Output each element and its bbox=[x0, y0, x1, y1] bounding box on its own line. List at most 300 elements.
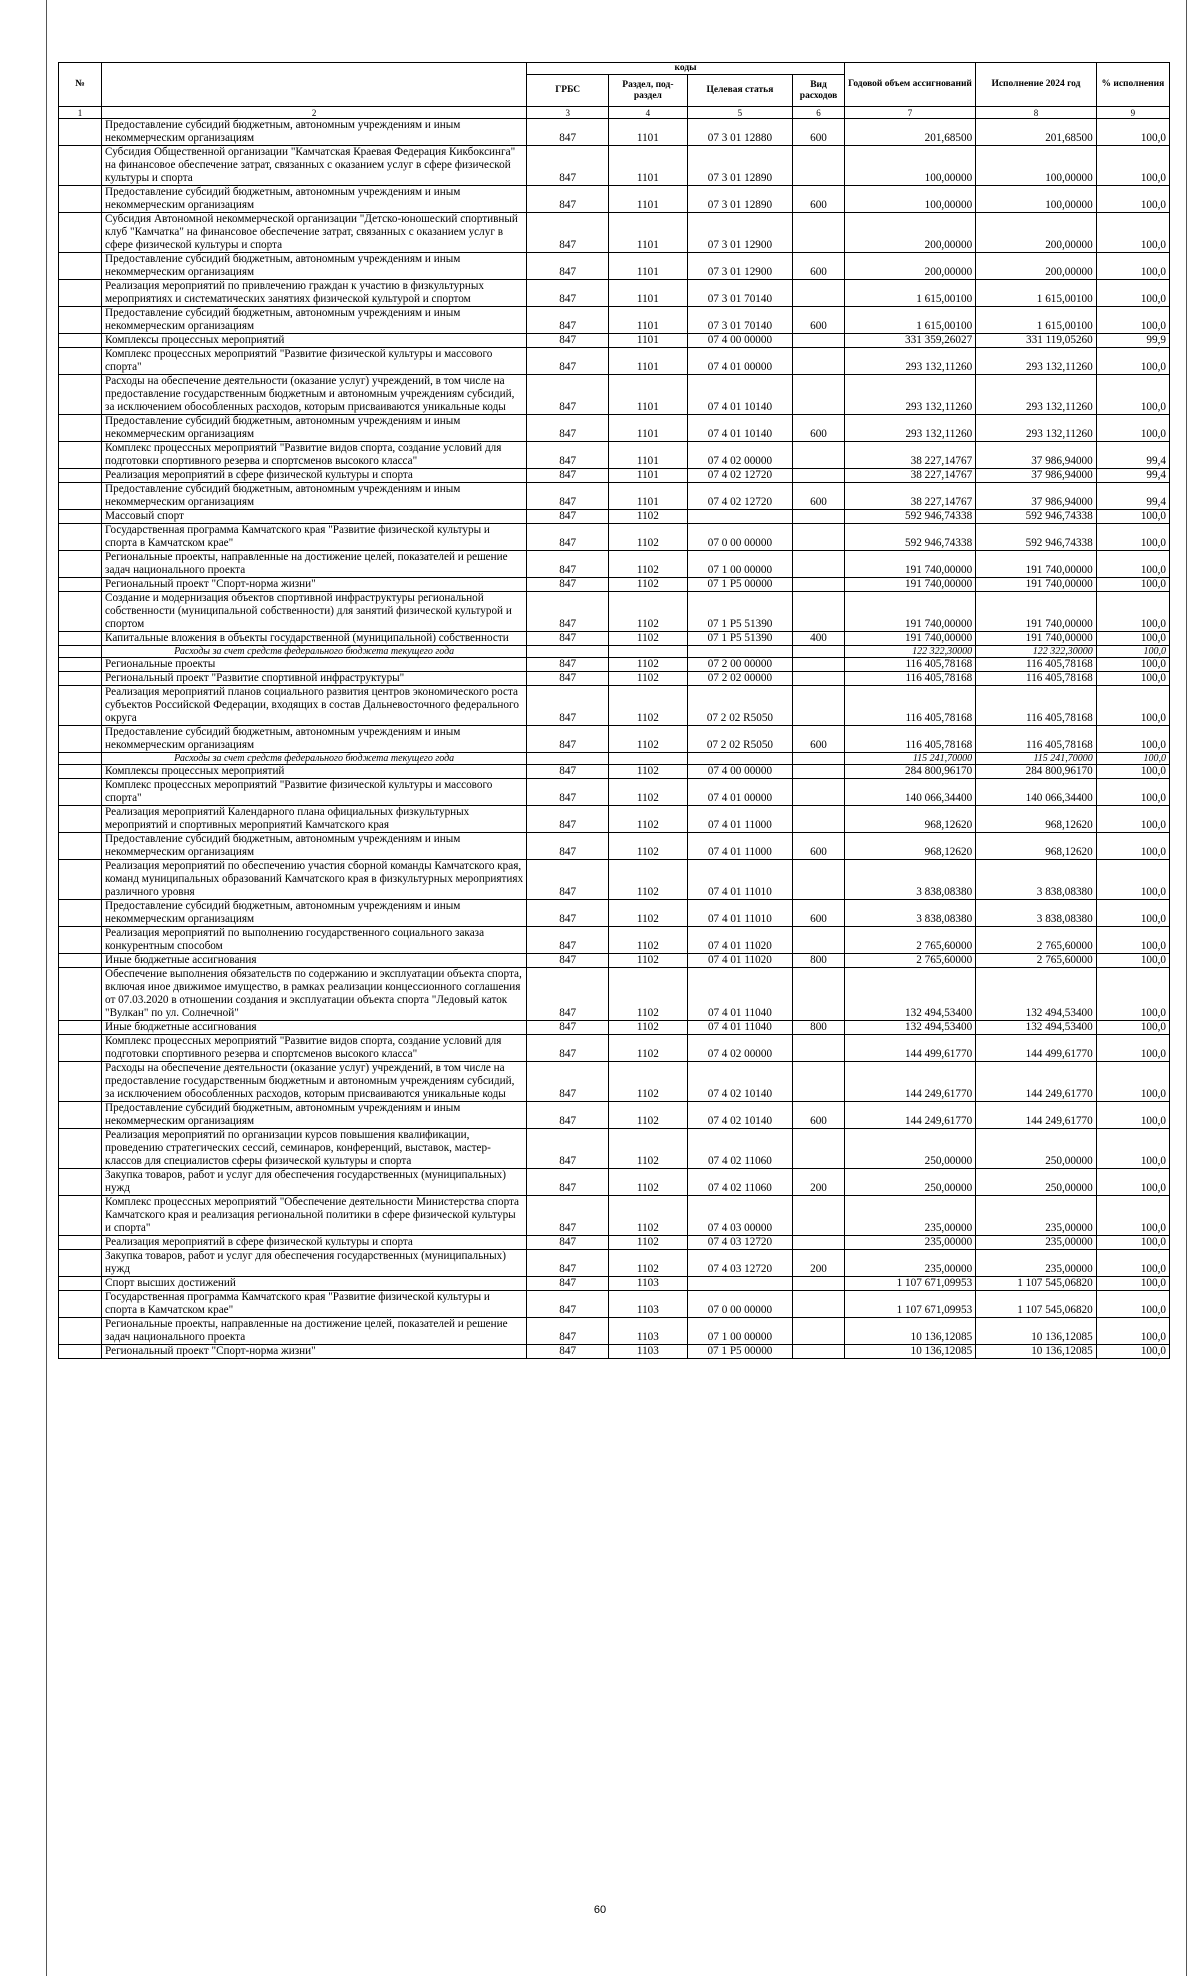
row-section-cell: 1102 bbox=[609, 1129, 688, 1169]
row-grbs-cell: 847 bbox=[527, 483, 609, 510]
row-pct-cell: 100,0 bbox=[1096, 1291, 1169, 1318]
row-pct-cell: 100,0 bbox=[1096, 1250, 1169, 1277]
table-row bbox=[59, 469, 1170, 483]
row-exec-cell: 592 946,74338 bbox=[976, 510, 1097, 524]
row-section-cell bbox=[609, 753, 688, 765]
row-target-cell: 07 4 01 00000 bbox=[687, 779, 793, 806]
row-pct-cell: 100,0 bbox=[1096, 213, 1169, 253]
table-row bbox=[59, 658, 1170, 672]
row-exec-cell: 37 986,94000 bbox=[976, 442, 1097, 469]
row-pct-cell: 99,4 bbox=[1096, 442, 1169, 469]
column-index-row bbox=[59, 107, 1170, 119]
table-row bbox=[59, 213, 1170, 253]
row-target-cell: 07 1 P5 51390 bbox=[687, 632, 793, 646]
row-no-cell bbox=[59, 119, 102, 146]
row-annual-cell: 100,00000 bbox=[844, 146, 975, 186]
row-exec-cell: 293 132,11260 bbox=[976, 375, 1097, 415]
row-name-cell: Субсидия Автономной некоммерческой организации "Детско-юношеский спортивный клуб "Камчатка" на финансовое обеспечение затрат, связанных с оказанием услуг в сфере физической культуры и спорта bbox=[102, 213, 527, 253]
row-kind-cell bbox=[793, 1062, 845, 1102]
row-kind-cell bbox=[793, 213, 845, 253]
row-target-cell: 07 4 01 11040 bbox=[687, 1021, 793, 1035]
row-kind-cell: 600 bbox=[793, 726, 845, 753]
row-name-cell: Реализация мероприятий по выполнению государственного социального заказа конкурентным способом bbox=[102, 927, 527, 954]
row-kind-cell bbox=[793, 860, 845, 900]
row-grbs-cell: 847 bbox=[527, 578, 609, 592]
row-exec-cell: 116 405,78168 bbox=[976, 672, 1097, 686]
row-pct-cell: 100,0 bbox=[1096, 806, 1169, 833]
row-kind-cell: 800 bbox=[793, 1021, 845, 1035]
row-pct-cell: 100,0 bbox=[1096, 753, 1169, 765]
row-grbs-cell: 847 bbox=[527, 348, 609, 375]
row-no-cell bbox=[59, 1129, 102, 1169]
table-row bbox=[59, 672, 1170, 686]
row-grbs-cell bbox=[527, 753, 609, 765]
row-grbs-cell: 847 bbox=[527, 1236, 609, 1250]
row-name-cell: Реализация мероприятий в сфере физической культуры и спорта bbox=[102, 469, 527, 483]
row-kind-cell bbox=[793, 779, 845, 806]
row-name-cell: Региональные проекты, направленные на достижение целей, показателей и решение задач национального проекта bbox=[102, 1318, 527, 1345]
row-pct-cell: 100,0 bbox=[1096, 968, 1169, 1021]
row-target-cell: 07 2 00 00000 bbox=[687, 658, 793, 672]
row-grbs-cell: 847 bbox=[527, 833, 609, 860]
row-exec-cell: 191 740,00000 bbox=[976, 578, 1097, 592]
row-section-cell: 1101 bbox=[609, 375, 688, 415]
row-kind-cell bbox=[793, 146, 845, 186]
row-no-cell bbox=[59, 578, 102, 592]
row-kind-cell bbox=[793, 646, 845, 658]
row-no-cell bbox=[59, 900, 102, 927]
row-pct-cell: 100,0 bbox=[1096, 578, 1169, 592]
row-annual-cell: 293 132,11260 bbox=[844, 348, 975, 375]
row-exec-cell: 235,00000 bbox=[976, 1196, 1097, 1236]
row-target-cell: 07 1 P5 51390 bbox=[687, 592, 793, 632]
row-name-cell: Реализация мероприятий по привлечению граждан к участию в физкультурных мероприятиях и систематических занятиях физической культурой и спортом bbox=[102, 280, 527, 307]
row-target-cell bbox=[687, 753, 793, 765]
row-pct-cell: 100,0 bbox=[1096, 307, 1169, 334]
row-grbs-cell: 847 bbox=[527, 1021, 609, 1035]
row-no-cell bbox=[59, 1062, 102, 1102]
row-target-cell: 07 4 00 00000 bbox=[687, 765, 793, 779]
row-exec-cell: 100,00000 bbox=[976, 146, 1097, 186]
row-no-cell bbox=[59, 1236, 102, 1250]
row-exec-cell: 140 066,34400 bbox=[976, 779, 1097, 806]
row-grbs-cell: 847 bbox=[527, 1277, 609, 1291]
row-grbs-cell: 847 bbox=[527, 334, 609, 348]
row-name-cell: Комплекс процессных мероприятий "Развитие физической культуры и массового спорта" bbox=[102, 348, 527, 375]
row-annual-cell: 38 227,14767 bbox=[844, 469, 975, 483]
row-section-cell: 1101 bbox=[609, 307, 688, 334]
row-grbs-cell: 847 bbox=[527, 213, 609, 253]
row-exec-cell: 3 838,08380 bbox=[976, 900, 1097, 927]
row-name-cell: Предоставление субсидий бюджетным, автономным учреждениям и иным некоммерческим организациям bbox=[102, 726, 527, 753]
row-name-cell: Капитальные вложения в объекты государственной (муниципальной) собственности bbox=[102, 632, 527, 646]
row-target-cell: 07 4 02 12720 bbox=[687, 469, 793, 483]
row-annual-cell: 116 405,78168 bbox=[844, 658, 975, 672]
row-no-cell bbox=[59, 765, 102, 779]
row-no-cell bbox=[59, 483, 102, 510]
row-grbs-cell: 847 bbox=[527, 307, 609, 334]
row-no-cell bbox=[59, 686, 102, 726]
row-exec-cell: 37 986,94000 bbox=[976, 483, 1097, 510]
left-scan-edge bbox=[46, 0, 47, 1976]
row-section-cell: 1103 bbox=[609, 1345, 688, 1359]
row-grbs-cell: 847 bbox=[527, 1129, 609, 1169]
table-row bbox=[59, 280, 1170, 307]
row-target-cell bbox=[687, 1277, 793, 1291]
row-section-cell: 1102 bbox=[609, 524, 688, 551]
row-grbs-cell: 847 bbox=[527, 253, 609, 280]
row-exec-cell: 122 322,30000 bbox=[976, 646, 1097, 658]
row-no-cell bbox=[59, 954, 102, 968]
row-grbs-cell: 847 bbox=[527, 1250, 609, 1277]
row-kind-cell bbox=[793, 968, 845, 1021]
row-annual-cell: 284 800,96170 bbox=[844, 765, 975, 779]
row-annual-cell: 235,00000 bbox=[844, 1250, 975, 1277]
row-no-cell bbox=[59, 779, 102, 806]
row-kind-cell: 600 bbox=[793, 833, 845, 860]
row-exec-cell: 250,00000 bbox=[976, 1129, 1097, 1169]
row-grbs-cell: 847 bbox=[527, 1169, 609, 1196]
row-section-cell: 1102 bbox=[609, 510, 688, 524]
row-pct-cell: 100,0 bbox=[1096, 1345, 1169, 1359]
row-section-cell: 1102 bbox=[609, 779, 688, 806]
row-kind-cell bbox=[793, 442, 845, 469]
row-kind-cell bbox=[793, 592, 845, 632]
row-name-cell: Реализация мероприятий планов социального развития центров экономического роста субъектов Российской Федерации, входящих в состав Дальневосточного федерального округа bbox=[102, 686, 527, 726]
budget-execution-table bbox=[58, 62, 1170, 1359]
row-annual-cell: 122 322,30000 bbox=[844, 646, 975, 658]
table-row bbox=[59, 900, 1170, 927]
row-no-cell bbox=[59, 375, 102, 415]
col-header-exec: Исполнение 2024 год bbox=[976, 63, 1097, 107]
row-annual-cell: 10 136,12085 bbox=[844, 1345, 975, 1359]
row-no-cell bbox=[59, 524, 102, 551]
row-pct-cell: 100,0 bbox=[1096, 510, 1169, 524]
row-exec-cell: 191 740,00000 bbox=[976, 632, 1097, 646]
row-pct-cell: 100,0 bbox=[1096, 1035, 1169, 1062]
row-exec-cell: 968,12620 bbox=[976, 833, 1097, 860]
row-grbs-cell: 847 bbox=[527, 954, 609, 968]
row-pct-cell: 100,0 bbox=[1096, 900, 1169, 927]
row-pct-cell: 100,0 bbox=[1096, 253, 1169, 280]
row-name-cell: Предоставление субсидий бюджетным, автономным учреждениям и иным некоммерческим организациям bbox=[102, 186, 527, 213]
row-exec-cell: 200,00000 bbox=[976, 213, 1097, 253]
row-target-cell: 07 4 03 12720 bbox=[687, 1250, 793, 1277]
row-section-cell: 1101 bbox=[609, 334, 688, 348]
row-no-cell bbox=[59, 592, 102, 632]
row-no-cell bbox=[59, 860, 102, 900]
table-row bbox=[59, 1236, 1170, 1250]
row-kind-cell bbox=[793, 672, 845, 686]
row-kind-cell bbox=[793, 1035, 845, 1062]
row-section-cell: 1102 bbox=[609, 968, 688, 1021]
column-index: 9 bbox=[1096, 107, 1169, 119]
row-no-cell bbox=[59, 658, 102, 672]
row-exec-cell: 10 136,12085 bbox=[976, 1318, 1097, 1345]
row-target-cell: 07 4 01 11020 bbox=[687, 927, 793, 954]
row-pct-cell: 100,0 bbox=[1096, 658, 1169, 672]
row-section-cell: 1102 bbox=[609, 551, 688, 578]
row-kind-cell bbox=[793, 510, 845, 524]
table-row bbox=[59, 968, 1170, 1021]
row-name-cell: Создание и модернизация объектов спортивной инфраструктуры региональной собственности (муниципальной собственности) для занятий физической культурой и спортом bbox=[102, 592, 527, 632]
row-annual-cell: 191 740,00000 bbox=[844, 551, 975, 578]
row-exec-cell: 293 132,11260 bbox=[976, 415, 1097, 442]
row-name-cell: Предоставление субсидий бюджетным, автономным учреждениям и иным некоммерческим организациям bbox=[102, 307, 527, 334]
row-grbs-cell: 847 bbox=[527, 726, 609, 753]
row-no-cell bbox=[59, 726, 102, 753]
row-grbs-cell: 847 bbox=[527, 1196, 609, 1236]
row-name-cell: Расходы на обеспечение деятельности (оказание услуг) учреждений, в том числе на предоставление государственным бюджетным и автономным учреждениям субсидий, за исключением обособленных расходов, которым присваиваются уникальные коды bbox=[102, 1062, 527, 1102]
row-grbs-cell: 847 bbox=[527, 860, 609, 900]
row-grbs-cell: 847 bbox=[527, 146, 609, 186]
row-grbs-cell: 847 bbox=[527, 551, 609, 578]
row-name-cell: Предоставление субсидий бюджетным, автономным учреждениям и иным некоммерческим организациям bbox=[102, 253, 527, 280]
row-section-cell bbox=[609, 646, 688, 658]
row-exec-cell: 200,00000 bbox=[976, 253, 1097, 280]
row-name-cell: Государственная программа Камчатского края "Развитие физической культуры и спорта в Камчатском крае" bbox=[102, 524, 527, 551]
row-kind-cell bbox=[793, 806, 845, 833]
row-section-cell: 1102 bbox=[609, 833, 688, 860]
row-exec-cell: 116 405,78168 bbox=[976, 726, 1097, 753]
col-header-kind: Вид расходов bbox=[793, 75, 845, 107]
row-name-cell: Реализация мероприятий по организации курсов повышения квалификации, проведению стратегических сессий, семинаров, конференций, выставок, мастер-классов для специалистов сферы физической культуры и спорта bbox=[102, 1129, 527, 1169]
row-exec-cell: 144 499,61770 bbox=[976, 1035, 1097, 1062]
row-section-cell: 1101 bbox=[609, 415, 688, 442]
row-pct-cell: 100,0 bbox=[1096, 833, 1169, 860]
row-target-cell: 07 3 01 12900 bbox=[687, 253, 793, 280]
row-target-cell: 07 4 02 00000 bbox=[687, 442, 793, 469]
row-name-cell: Предоставление субсидий бюджетным, автономным учреждениям и иным некоммерческим организациям bbox=[102, 483, 527, 510]
row-target-cell: 07 4 01 00000 bbox=[687, 348, 793, 375]
table-row bbox=[59, 779, 1170, 806]
row-exec-cell: 293 132,11260 bbox=[976, 348, 1097, 375]
row-grbs-cell: 847 bbox=[527, 442, 609, 469]
table-row bbox=[59, 510, 1170, 524]
row-target-cell: 07 1 P5 00000 bbox=[687, 578, 793, 592]
row-target-cell: 07 4 00 00000 bbox=[687, 334, 793, 348]
col-header-grbs: ГРБС bbox=[527, 75, 609, 107]
row-name-cell: Региональный проект "Спорт-норма жизни" bbox=[102, 1345, 527, 1359]
col-header-annual: Годовой объем ассигнований bbox=[844, 63, 975, 107]
row-annual-cell: 10 136,12085 bbox=[844, 1318, 975, 1345]
table-row bbox=[59, 415, 1170, 442]
table-row bbox=[59, 442, 1170, 469]
row-target-cell: 07 3 01 70140 bbox=[687, 280, 793, 307]
row-kind-cell bbox=[793, 1196, 845, 1236]
row-kind-cell: 200 bbox=[793, 1250, 845, 1277]
row-name-cell: Региональный проект "Спорт-норма жизни" bbox=[102, 578, 527, 592]
row-no-cell bbox=[59, 1196, 102, 1236]
row-section-cell: 1102 bbox=[609, 927, 688, 954]
row-pct-cell: 99,4 bbox=[1096, 483, 1169, 510]
row-grbs-cell: 847 bbox=[527, 765, 609, 779]
row-annual-cell: 100,00000 bbox=[844, 186, 975, 213]
row-pct-cell: 100,0 bbox=[1096, 146, 1169, 186]
row-kind-cell bbox=[793, 348, 845, 375]
table-row bbox=[59, 551, 1170, 578]
row-target-cell: 07 1 P5 00000 bbox=[687, 1345, 793, 1359]
row-exec-cell: 968,12620 bbox=[976, 806, 1097, 833]
row-grbs-cell: 847 bbox=[527, 686, 609, 726]
row-grbs-cell: 847 bbox=[527, 632, 609, 646]
row-pct-cell: 100,0 bbox=[1096, 672, 1169, 686]
row-no-cell bbox=[59, 186, 102, 213]
row-exec-cell: 10 136,12085 bbox=[976, 1345, 1097, 1359]
row-section-cell: 1102 bbox=[609, 726, 688, 753]
row-section-cell: 1102 bbox=[609, 1169, 688, 1196]
table-row bbox=[59, 806, 1170, 833]
row-annual-cell: 331 359,26027 bbox=[844, 334, 975, 348]
row-exec-cell: 132 494,53400 bbox=[976, 968, 1097, 1021]
row-name-cell: Реализация мероприятий в сфере физической культуры и спорта bbox=[102, 1236, 527, 1250]
row-annual-cell: 2 765,60000 bbox=[844, 954, 975, 968]
row-kind-cell bbox=[793, 927, 845, 954]
table-row bbox=[59, 1169, 1170, 1196]
row-no-cell bbox=[59, 253, 102, 280]
row-pct-cell: 100,0 bbox=[1096, 592, 1169, 632]
row-exec-cell: 116 405,78168 bbox=[976, 658, 1097, 672]
row-annual-cell: 592 946,74338 bbox=[844, 510, 975, 524]
row-exec-cell: 132 494,53400 bbox=[976, 1021, 1097, 1035]
row-grbs-cell: 847 bbox=[527, 415, 609, 442]
row-annual-cell: 592 946,74338 bbox=[844, 524, 975, 551]
row-target-cell: 07 2 02 R5050 bbox=[687, 726, 793, 753]
row-section-cell: 1102 bbox=[609, 632, 688, 646]
row-pct-cell: 100,0 bbox=[1096, 524, 1169, 551]
column-index: 1 bbox=[59, 107, 102, 119]
col-header-section: Раздел, под-раздел bbox=[609, 75, 688, 107]
row-kind-cell: 600 bbox=[793, 253, 845, 280]
table-row bbox=[59, 726, 1170, 753]
row-grbs-cell: 847 bbox=[527, 1318, 609, 1345]
row-pct-cell: 100,0 bbox=[1096, 779, 1169, 806]
row-exec-cell: 115 241,70000 bbox=[976, 753, 1097, 765]
row-name-cell: Предоставление субсидий бюджетным, автономным учреждениям и иным некоммерческим организациям bbox=[102, 415, 527, 442]
row-pct-cell: 100,0 bbox=[1096, 1277, 1169, 1291]
row-annual-cell: 1 615,00100 bbox=[844, 280, 975, 307]
row-exec-cell: 592 946,74338 bbox=[976, 524, 1097, 551]
row-name-cell: Реализация мероприятий Календарного плана официальных физкультурных мероприятий и спортивных мероприятий Камчатского края bbox=[102, 806, 527, 833]
row-grbs-cell: 847 bbox=[527, 375, 609, 415]
row-section-cell: 1101 bbox=[609, 119, 688, 146]
table-row bbox=[59, 348, 1170, 375]
table-row bbox=[59, 483, 1170, 510]
row-target-cell: 07 4 02 11060 bbox=[687, 1169, 793, 1196]
row-name-cell: Предоставление субсидий бюджетным, автономным учреждениям и иным некоммерческим организациям bbox=[102, 833, 527, 860]
row-target-cell: 07 4 03 00000 bbox=[687, 1196, 793, 1236]
table-row bbox=[59, 1129, 1170, 1169]
row-section-cell: 1103 bbox=[609, 1277, 688, 1291]
row-no-cell bbox=[59, 1318, 102, 1345]
row-target-cell: 07 4 02 10140 bbox=[687, 1102, 793, 1129]
row-kind-cell: 400 bbox=[793, 632, 845, 646]
table-row bbox=[59, 119, 1170, 146]
table-row bbox=[59, 833, 1170, 860]
row-exec-cell: 201,68500 bbox=[976, 119, 1097, 146]
row-grbs-cell: 847 bbox=[527, 806, 609, 833]
row-no-cell bbox=[59, 1102, 102, 1129]
row-exec-cell: 37 986,94000 bbox=[976, 469, 1097, 483]
row-annual-cell: 200,00000 bbox=[844, 213, 975, 253]
row-section-cell: 1101 bbox=[609, 253, 688, 280]
row-target-cell: 07 3 01 12890 bbox=[687, 186, 793, 213]
row-section-cell: 1102 bbox=[609, 1196, 688, 1236]
row-exec-cell: 284 800,96170 bbox=[976, 765, 1097, 779]
table-row bbox=[59, 954, 1170, 968]
row-pct-cell: 100,0 bbox=[1096, 765, 1169, 779]
row-target-cell: 07 4 01 11000 bbox=[687, 833, 793, 860]
row-kind-cell bbox=[793, 658, 845, 672]
row-annual-cell: 116 405,78168 bbox=[844, 686, 975, 726]
table-row bbox=[59, 686, 1170, 726]
federal-funds-subrow bbox=[59, 646, 1170, 658]
row-pct-cell: 100,0 bbox=[1096, 646, 1169, 658]
table-row bbox=[59, 146, 1170, 186]
row-pct-cell: 100,0 bbox=[1096, 119, 1169, 146]
row-target-cell: 07 4 01 11010 bbox=[687, 900, 793, 927]
row-section-cell: 1101 bbox=[609, 280, 688, 307]
row-target-cell: 07 1 00 00000 bbox=[687, 551, 793, 578]
row-target-cell: 07 4 02 00000 bbox=[687, 1035, 793, 1062]
col-header-codes: коды bbox=[527, 63, 845, 75]
row-pct-cell: 100,0 bbox=[1096, 632, 1169, 646]
row-exec-cell: 331 119,05260 bbox=[976, 334, 1097, 348]
row-kind-cell bbox=[793, 469, 845, 483]
row-target-cell: 07 4 01 11010 bbox=[687, 860, 793, 900]
row-exec-cell: 3 838,08380 bbox=[976, 860, 1097, 900]
row-name-cell: Государственная программа Камчатского края "Развитие физической культуры и спорта в Камчатском крае" bbox=[102, 1291, 527, 1318]
row-section-cell: 1102 bbox=[609, 686, 688, 726]
row-pct-cell: 100,0 bbox=[1096, 1196, 1169, 1236]
row-exec-cell: 1 615,00100 bbox=[976, 280, 1097, 307]
table-row bbox=[59, 375, 1170, 415]
row-pct-cell: 99,4 bbox=[1096, 469, 1169, 483]
row-name-cell: Региональные проекты bbox=[102, 658, 527, 672]
row-exec-cell: 2 765,60000 bbox=[976, 927, 1097, 954]
row-grbs-cell: 847 bbox=[527, 1291, 609, 1318]
row-kind-cell: 600 bbox=[793, 307, 845, 334]
row-kind-cell: 600 bbox=[793, 483, 845, 510]
row-pct-cell: 100,0 bbox=[1096, 551, 1169, 578]
row-pct-cell: 100,0 bbox=[1096, 927, 1169, 954]
row-name-cell: Спорт высших достижений bbox=[102, 1277, 527, 1291]
row-annual-cell: 140 066,34400 bbox=[844, 779, 975, 806]
row-kind-cell bbox=[793, 375, 845, 415]
col-header-name bbox=[102, 63, 527, 107]
row-exec-cell: 1 107 545,06820 bbox=[976, 1291, 1097, 1318]
row-pct-cell: 100,0 bbox=[1096, 1021, 1169, 1035]
row-grbs-cell: 847 bbox=[527, 900, 609, 927]
row-annual-cell: 132 494,53400 bbox=[844, 1021, 975, 1035]
table-row bbox=[59, 1277, 1170, 1291]
row-no-cell bbox=[59, 146, 102, 186]
row-target-cell: 07 4 01 11000 bbox=[687, 806, 793, 833]
row-no-cell bbox=[59, 551, 102, 578]
row-pct-cell: 100,0 bbox=[1096, 860, 1169, 900]
row-section-cell: 1101 bbox=[609, 483, 688, 510]
table-row bbox=[59, 524, 1170, 551]
row-kind-cell bbox=[793, 1236, 845, 1250]
row-annual-cell: 191 740,00000 bbox=[844, 632, 975, 646]
row-name-cell: Закупка товаров, работ и услуг для обеспечения государственных (муниципальных) нужд bbox=[102, 1250, 527, 1277]
row-grbs-cell bbox=[527, 646, 609, 658]
row-grbs-cell: 847 bbox=[527, 672, 609, 686]
row-exec-cell: 116 405,78168 bbox=[976, 686, 1097, 726]
row-target-cell: 07 0 00 00000 bbox=[687, 524, 793, 551]
row-pct-cell: 100,0 bbox=[1096, 726, 1169, 753]
row-grbs-cell: 847 bbox=[527, 119, 609, 146]
